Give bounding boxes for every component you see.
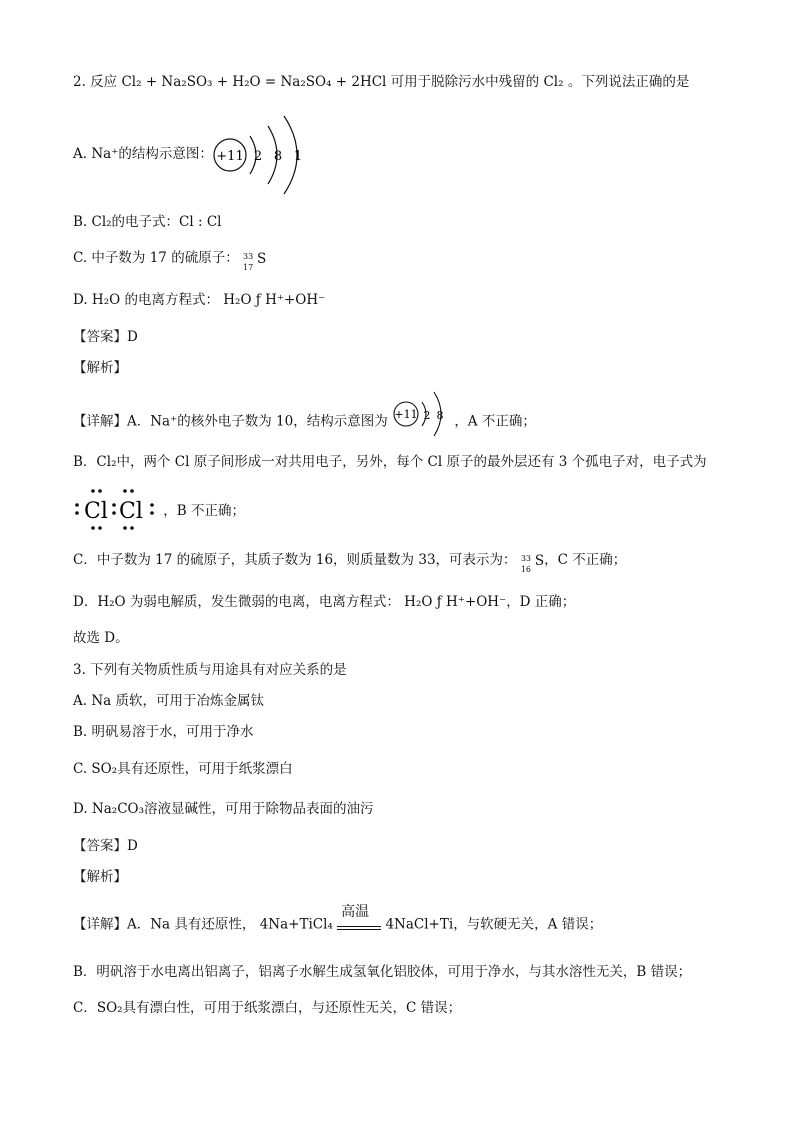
- q3-answer: [73, 836, 138, 856]
- q2-stem-suffix: 可用于脱除污水中残留的: [390, 74, 540, 90]
- q3-detail-a-products: 4NaCl+Ti: [385, 916, 454, 933]
- q3-option-b: B. 明矾易溶于水，可用于净水: [73, 724, 254, 740]
- q2-detail-a-end: ，A 不正确；: [454, 413, 536, 430]
- q2-detail-c-mass: 33: [520, 553, 532, 563]
- q2-option-a: [73, 144, 213, 164]
- q2-c-mass-number: 33: [243, 251, 254, 261]
- q3-answer-value: D: [127, 838, 138, 854]
- q2-option-d-prefix: D. H₂O 的电离方程式：: [73, 292, 219, 308]
- q2-detail-b-lewis: [73, 486, 245, 532]
- q2-option-b: B. Cl₂的电子式：Cl : Cl: [73, 214, 222, 230]
- q2-detail-c-end: ，C 不正确；: [544, 552, 627, 568]
- q3-option-d: D. Na₂CO₃溶液显碱性，可用于除物品表面的油污: [73, 801, 374, 817]
- q2-option-c: [73, 248, 267, 272]
- q2-option-a-label: A. Na⁺的结构示意图：: [73, 146, 213, 162]
- q2-detail-a-nucleus: +11: [394, 408, 418, 421]
- na-ion-structure-small: [392, 388, 450, 440]
- lewis-cl-right: Cl: [119, 499, 143, 524]
- q2-a-shell-3: 1: [293, 149, 303, 164]
- cl2-lewis-structure: [73, 486, 159, 532]
- q3-option-a: A. Na 质软，可用于冶炼金属钛: [73, 693, 264, 709]
- q3-condition-text: 高温: [341, 904, 370, 920]
- q2-equation: Cl₂ + Na₂SO₃ + H₂O = Na₂SO₄ + 2HCl: [121, 74, 387, 90]
- q2-detail-c-atomic: 16: [520, 564, 532, 574]
- q2-answer-tag: 【答案】: [73, 329, 127, 345]
- q3-option-c: C. SO₂具有还原性，可用于纸浆漂白: [73, 761, 293, 777]
- q2-c-symbol: S: [257, 250, 267, 267]
- q2-detail-b-end: ，B 不正确；: [163, 503, 246, 519]
- q2-detail-b-line1: B．Cl₂中，两个 Cl 原子间形成一对共用电子，另外，每个 Cl 原子的最外层还有 3 个孤电子对，电子式为: [73, 454, 707, 470]
- q2-detail-d-prefix: D．H₂O 为弱电解质，发生微弱的电离，电离方程式：: [73, 594, 400, 610]
- q2-detail-d: [73, 592, 575, 612]
- q2-detail-c-symbol: S: [534, 552, 545, 569]
- q2-detail-c: [73, 550, 627, 574]
- q2-detail-d-end: ，D 正确；: [506, 594, 576, 610]
- q2-detail-a: [73, 404, 536, 440]
- q2-answer: [73, 327, 138, 347]
- q2-stem-prefix: 2. 反应: [73, 74, 118, 90]
- na-ion-structure-diagram: [210, 112, 310, 198]
- q3-detail-tag: 【详解】: [73, 916, 127, 933]
- q2-option-c-prefix: C. 中子数为 17 的硫原子：: [73, 250, 239, 266]
- q2-conclusion: 故选 D。: [73, 630, 129, 646]
- q2-stem: [73, 72, 689, 92]
- q3-detail-b: B．明矾溶于水电离出铝离子，铝离子水解生成氢氧化铝胶体，可用于净水，与其水溶性无关，B 错误；: [73, 964, 692, 980]
- q2-detail-a-shell-1: 2: [423, 409, 431, 422]
- q2-option-d-formula: H₂O ƒ H⁺+OH⁻: [223, 292, 326, 308]
- q2-detail-a-text: A．Na⁺的核外电子数为 10，结构示意图为: [127, 413, 388, 430]
- q3-detail-a-end: ，与软硬无关，A 错误；: [453, 916, 603, 933]
- q2-answer-value: D: [127, 329, 138, 345]
- q2-option-d: [73, 290, 325, 310]
- q2-c-nuclide: [243, 249, 257, 272]
- q2-detail-d-formula: H₂O ƒ H⁺+OH⁻: [404, 594, 507, 610]
- q2-a-nucleus-text: +11: [216, 149, 244, 164]
- q2-a-shell-2: 8: [273, 149, 283, 164]
- q3-detail-c: C．SO₂具有漂白性，可用于纸浆漂白，与还原性无关，C 错误；: [73, 1000, 462, 1016]
- lewis-cl-left: Cl: [84, 499, 108, 524]
- q3-detail-a-prefix: A．Na 具有还原性，: [127, 916, 256, 933]
- q3-reaction-condition-arrow: [337, 904, 381, 936]
- q2-stem-cl2: Cl₂: [543, 74, 564, 90]
- q3-detail-a-reactants: 4Na+TiCl₄: [259, 916, 333, 933]
- q2-detail-c-prefix: C．中子数为 17 的硫原子，其质子数为 16，则质量数为 33，可表示为：: [73, 552, 517, 568]
- q2-analysis-tag: 【解析】: [73, 360, 127, 376]
- q3-answer-tag: 【答案】: [73, 838, 127, 854]
- q2-detail-c-nuclide: [520, 551, 535, 574]
- q3-analysis-tag: 【解析】: [73, 869, 127, 885]
- q3-detail-a: [73, 904, 603, 936]
- q2-c-atomic-number: 17: [243, 262, 254, 272]
- q2-detail-tag: 【详解】: [73, 413, 127, 430]
- q2-detail-a-shell-2: 8: [436, 409, 444, 422]
- q2-stem-end: 。下列说法正确的是: [567, 74, 690, 90]
- q2-a-shell-1: 2: [253, 149, 263, 164]
- q3-stem: 3. 下列有关物质性质与用途具有对应关系的是: [73, 662, 347, 678]
